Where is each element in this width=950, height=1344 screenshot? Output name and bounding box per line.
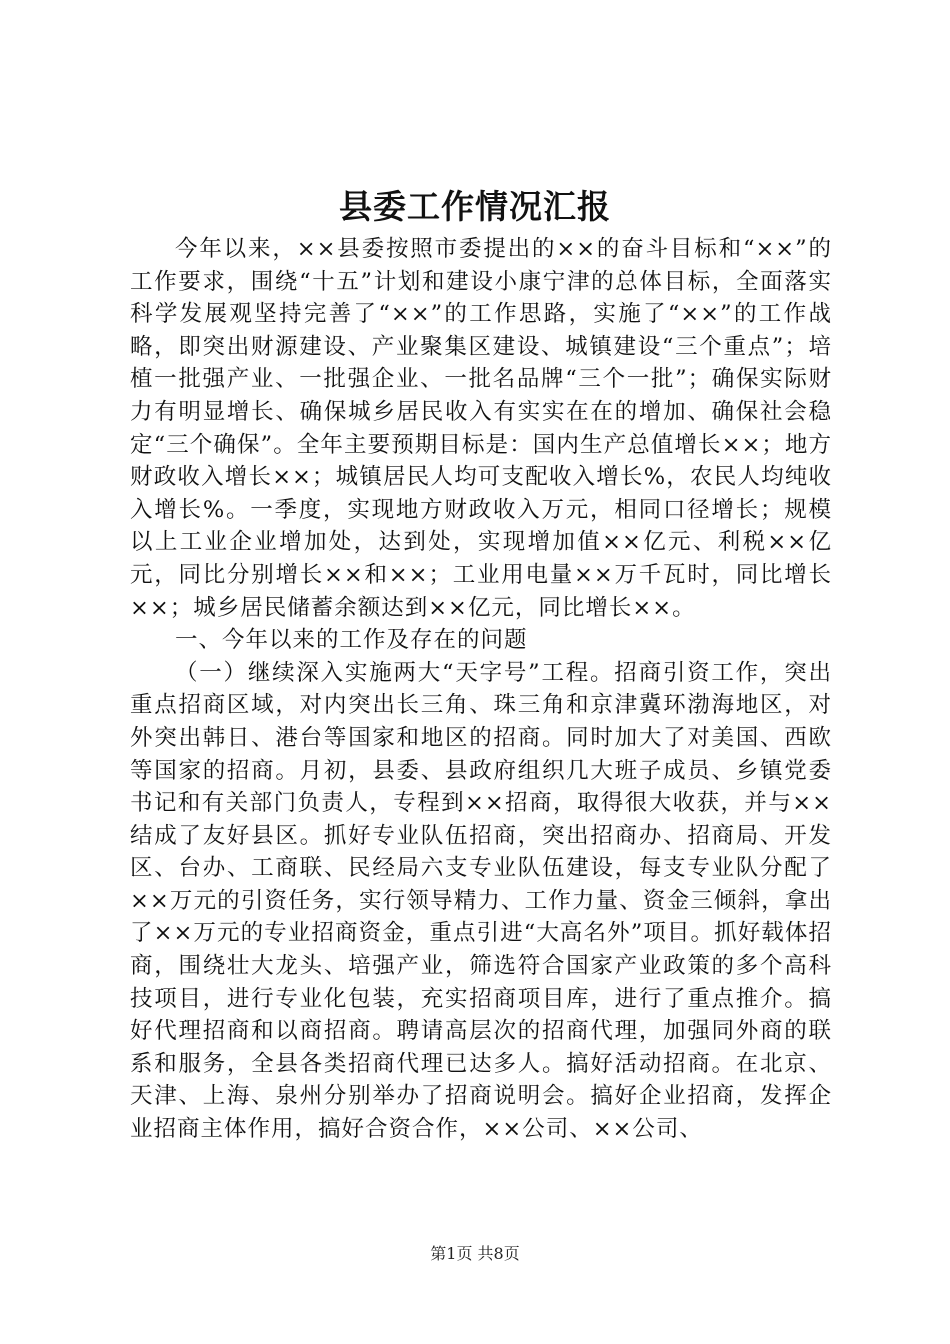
page-title: 县委工作情况汇报 (339, 187, 611, 226)
subsection-paragraph: （一）继续深入实施两大“天字号”工程。招商引资工作，突出重点招商区域，对内突出长三角、珠三角和京津冀环渤海地区，对外突出韩日、港台等国家和地区的招商。同时加大了对美国、西欧等国家的招商。月初，县委、县政府组织几大班子成员、乡镇党委书记和有关部门负责人，专程到××招商，取得很大收获，并与××结成了友好县区。抓好专业队伍招商，突出招商办、招商局、开发区、台办、工商联、民经局六支专业队伍建设，每支专业队分配了××万元的引资任务，实行领导精力、工作力量、资金三倾斜，拿出了××万元的专业招商资金，重点引进“大高名外”项目。抓好载体招商，围绕壮大龙头、培强产业，筛选符合国家产业政策的多个高科技项目，进行专业化包装，充实招商项目库，进行了重点推介。搞好代理招商和以商招商。聘请高层次的招商代理，加强同外商的联系和服务，全县各类招商代理已达多人。搞好活动招商。在北京、天津、上海、泉州分别举办了招商说明会。搞好企业招商，发挥企业招商主体作用，搞好合资合作，××公司、××公司、 (130, 659, 832, 1143)
document-body (130, 233, 832, 1146)
page-footer: 第1页 共8页 (430, 1244, 520, 1263)
intro-paragraph: 今年以来，××县委按照市委提出的××的奋斗目标和“××”的工作要求，围绕“十五”计划和建设小康宁津的总体目标，全面落实科学发展观坚持完善了“××”的工作思路，实施了“××”的工作战略，即突出财源建设、产业聚集区建设、城镇建设“三个重点”；培植一批强产业、一批强企业、一批名品牌“三个一批”；确保实际财力有明显增长、确保城乡居民收入有实实在在的增加、确保社会稳定“三个确保”。全年主要预期目标是：国内生产总值增长××；地方财政收入增长××；城镇居民人均可支配收入增长%，农民人均纯收入增长%。一季度，实现地方财政收入万元，相同口径增长；规模以上工业企业增加处，达到处，实现增加值××亿元、利税××亿元，同比分别增长××和××；工业用电量××万千瓦时，同比增长××；城乡居民储蓄余额达到××亿元，同比增长××。 (130, 236, 832, 621)
section-heading: 一、今年以来的工作及存在的问题 (175, 627, 528, 654)
